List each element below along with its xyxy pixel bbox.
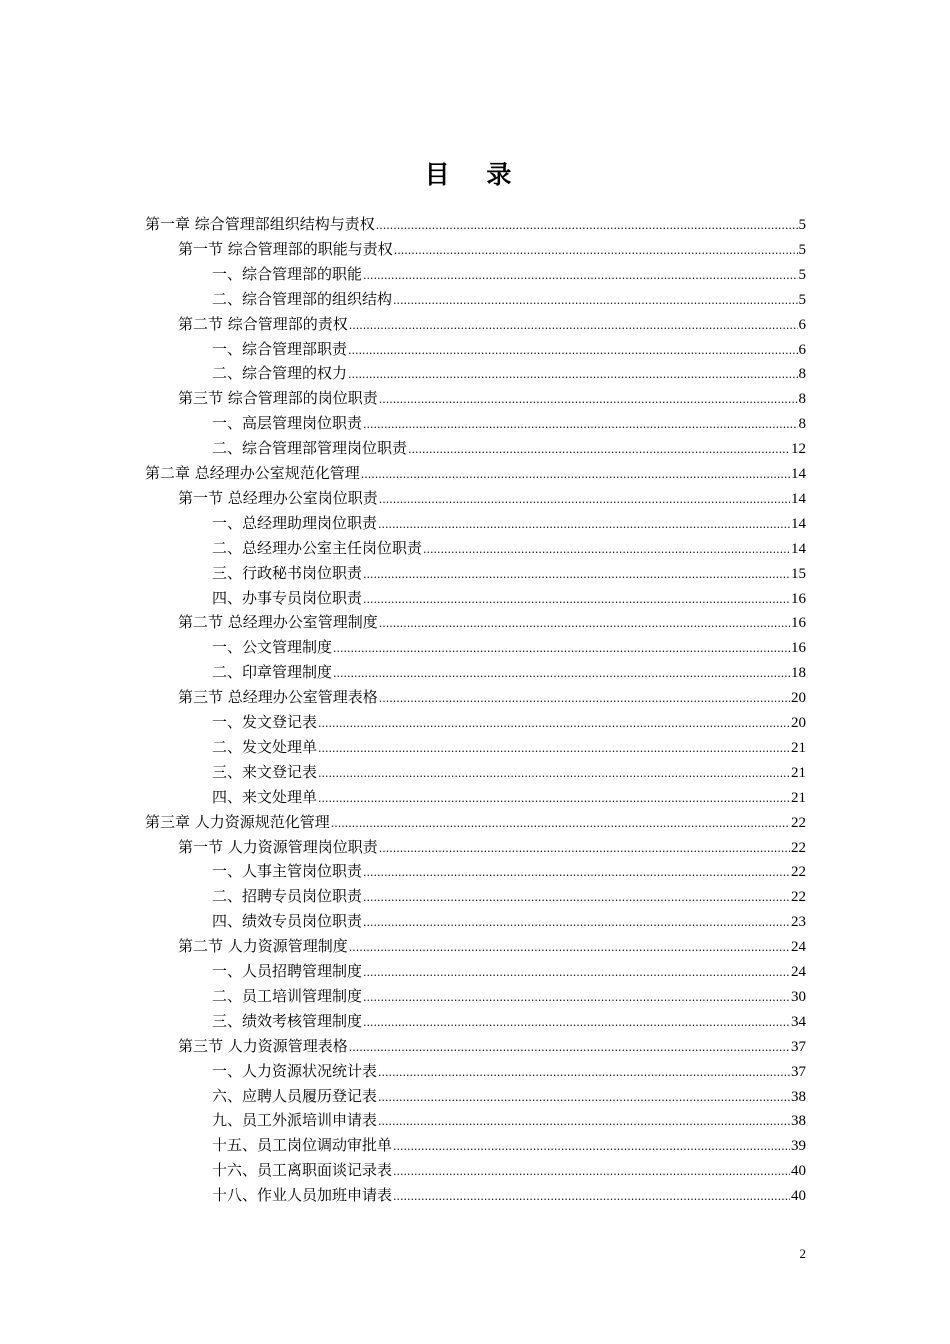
toc-entry-label: 一、高层管理岗位职责 [212,414,363,433]
toc-entry[interactable] [212,586,806,611]
dot-leader [393,1158,790,1183]
toc-entry[interactable] [178,934,806,959]
dot-leader [318,760,790,785]
toc-entry-page: 21 [791,789,806,806]
toc-entry-page: 40 [791,1163,806,1180]
toc-entry[interactable] [145,810,806,835]
dot-leader [331,810,790,835]
toc-entry[interactable] [212,1084,806,1109]
dot-leader [379,486,790,511]
toc-entry-page: 22 [791,839,806,856]
dot-leader [348,361,797,386]
toc-entry[interactable] [178,835,806,860]
toc-entry-page: 20 [791,690,806,707]
toc-entry-page: 5 [798,241,806,258]
dot-leader [361,461,790,486]
toc-entry-page: 22 [791,814,806,831]
toc-entry-label: 二、综合管理部管理岗位职责 [212,439,408,458]
toc-entry-page: 23 [791,914,806,931]
toc-entry[interactable] [212,287,806,312]
toc-entry-page: 16 [791,640,806,657]
toc-entry-page: 30 [791,988,806,1005]
toc-entry[interactable] [212,735,806,760]
dot-leader [379,386,798,411]
toc-entry-label: 一、人员招聘管理制度 [212,962,363,980]
toc-entry-page: 14 [791,515,806,532]
toc-entry-page: 14 [791,466,806,482]
toc-entry-page: 5 [798,291,806,308]
toc-entry-page: 21 [791,739,806,756]
toc-entry[interactable] [212,1059,806,1084]
toc-entry-label: 第三节 综合管理部的岗位职责 [178,389,378,408]
toc-entry-page: 38 [791,1088,806,1105]
toc-entry[interactable] [212,561,806,586]
dot-leader [379,685,790,710]
dot-leader [363,909,790,934]
toc-entry[interactable] [212,785,806,810]
toc-entry[interactable] [212,909,806,934]
dot-leader [393,1183,790,1208]
dot-leader [363,1009,790,1034]
toc-entry[interactable] [178,312,806,337]
toc-entry-label: 第三节 人力资源管理表格 [178,1036,348,1055]
dot-leader [333,635,790,660]
toc-entry-label: 二、员工培训管理制度 [212,986,363,1005]
toc-entry-label: 二、综合管理部的组织结构 [212,289,393,308]
toc-entry-page: 6 [798,341,806,358]
dot-leader [363,959,790,984]
toc-entry[interactable] [212,710,806,735]
toc-entry[interactable] [212,411,806,436]
toc-entry-page: 15 [791,565,806,582]
dot-leader [378,1084,790,1109]
dot-leader [363,984,790,1009]
toc-entry-label: 一、人事主管岗位职责 [212,862,363,881]
page-number: 2 [799,1246,806,1261]
toc-entry-label: 二、印章管理制度 [212,663,333,682]
toc-entry[interactable] [178,237,806,262]
toc-entry-page: 8 [798,391,806,408]
toc-entry-label: 第一章 综合管理部组织结构与责权 [145,215,375,233]
toc-entry-label: 第二节 总经理办公室管理制度 [178,613,378,632]
dot-leader [408,436,790,461]
toc-entry-label: 一、总经理助理岗位职责 [212,513,378,532]
dot-leader [423,536,790,561]
toc-entry[interactable] [212,760,806,785]
toc-entry-label: 第一节 人力资源管理岗位职责 [178,837,378,856]
toc-entry[interactable] [212,536,806,561]
toc-entry-page: 18 [791,665,806,682]
toc-entry-label: 九、员工外派培训申请表 [212,1111,378,1130]
toc-entry[interactable] [178,1034,806,1059]
toc-entry[interactable] [212,884,806,909]
toc-entry-page: 37 [791,1063,806,1080]
toc-entry-page: 8 [798,416,806,433]
toc-entry-label: 三、行政秘书岗位职责 [212,563,363,582]
toc-entry-label: 四、办事专员岗位职责 [212,588,363,607]
toc-entry-label: 二、发文处理单 [212,737,318,756]
toc-entry-page: 22 [791,864,806,881]
dot-leader [363,411,797,436]
toc-entry-page: 34 [791,1013,806,1030]
toc-entry-label: 第三章 人力资源规范化管理 [145,812,330,831]
toc-entry-page: 6 [798,316,806,333]
toc-entry[interactable] [212,436,806,461]
dot-leader [393,287,797,312]
toc-entry[interactable] [178,610,806,635]
dot-leader [378,511,790,536]
toc-entry-label: 一、发文登记表 [212,713,318,731]
toc-entry-label: 四、来文处理单 [212,787,318,806]
toc-entry[interactable] [212,337,806,362]
dot-leader [349,1034,790,1059]
toc-entry-page: 8 [798,366,806,383]
toc-entry-label: 第二节 综合管理部的责权 [178,314,348,333]
dot-leader [318,785,790,810]
dot-leader [318,735,790,760]
toc-entry-label: 第二节 人力资源管理制度 [178,937,348,956]
dot-leader [394,237,798,262]
toc-entry-label: 三、绩效考核管理制度 [212,1011,363,1030]
toc-entry-label: 二、总经理办公室主任岗位职责 [212,538,423,557]
dot-leader [348,337,797,362]
toc-entry[interactable] [178,486,806,511]
toc-entry-label: 十五、员工岗位调动审批单 [212,1136,393,1155]
toc-entry-page: 5 [798,266,806,283]
toc-entry-page: 14 [791,540,806,557]
toc-entry-page: 5 [798,217,806,233]
dot-leader [363,262,797,287]
toc-entry-label: 六、应聘人员履历登记表 [212,1086,378,1105]
toc-entry-page: 38 [791,1113,806,1130]
toc-entry-label: 第二章 总经理办公室规范化管理 [145,464,360,482]
toc-entry-page: 20 [791,715,806,731]
dot-leader [363,561,790,586]
toc-entry-page: 21 [791,764,806,781]
dot-leader [393,1133,790,1158]
toc-entry[interactable] [212,1009,806,1034]
toc-entry[interactable] [178,685,806,710]
toc-entry[interactable] [212,262,806,287]
dot-leader [378,1108,790,1133]
dot-leader [349,934,790,959]
toc-entry[interactable] [212,635,806,660]
toc-entry-label: 四、绩效专员岗位职责 [212,912,363,931]
dot-leader [363,884,790,909]
toc-entry[interactable] [212,1183,806,1208]
dot-leader [333,660,790,685]
toc-entry[interactable] [212,859,806,884]
toc-entry-label: 二、综合管理的权力 [212,364,348,383]
dot-leader [376,212,798,237]
toc-entry-label: 第一节 总经理办公室岗位职责 [178,488,378,507]
toc-entry-page: 40 [791,1188,806,1205]
toc-entry-label: 十八、作业人员加班申请表 [212,1186,393,1205]
toc-entry[interactable] [178,386,806,411]
toc-entry[interactable] [212,959,806,984]
toc-entry[interactable] [212,660,806,685]
toc-entry[interactable] [212,1133,806,1158]
dot-leader [379,610,790,635]
dot-leader [363,859,790,884]
toc-entry-label: 二、招聘专员岗位职责 [212,887,363,906]
dot-leader [349,312,798,337]
toc-entry[interactable] [212,1108,806,1133]
dot-leader [318,710,790,735]
dot-leader [363,586,790,611]
toc-entry-label: 第三节 总经理办公室管理表格 [178,688,378,707]
toc-entry-label: 一、综合管理部职责 [212,339,348,358]
toc-entry[interactable] [212,361,806,386]
toc-entry-page: 16 [791,590,806,607]
dot-leader [379,835,790,860]
toc-entry-label: 十六、员工离职面谈记录表 [212,1161,393,1180]
toc-entry-label: 一、人力资源状况统计表 [212,1061,378,1080]
toc-entry-label: 三、来文登记表 [212,762,318,781]
toc-entry[interactable] [212,511,806,536]
toc-entry-page: 16 [791,615,806,632]
toc-entry[interactable] [145,212,806,237]
toc-entry-page: 24 [791,964,806,980]
toc-entry[interactable] [212,984,806,1009]
toc-entry-page: 39 [791,1138,806,1155]
toc-title: 目 录 [424,160,526,189]
toc-entry-page: 14 [791,490,806,507]
toc-entry-label: 一、公文管理制度 [212,638,333,657]
toc-entry[interactable] [212,1158,806,1183]
toc-entry-page: 37 [791,1038,806,1055]
toc-entry-label: 第一节 综合管理部的职能与责权 [178,239,393,258]
toc-entry-page: 24 [791,939,806,956]
toc-entry-label: 一、综合管理部的职能 [212,264,363,283]
dot-leader [378,1059,790,1084]
toc-entry[interactable] [145,461,806,486]
toc-entry-page: 12 [791,441,806,458]
toc-entry-page: 22 [791,889,806,906]
